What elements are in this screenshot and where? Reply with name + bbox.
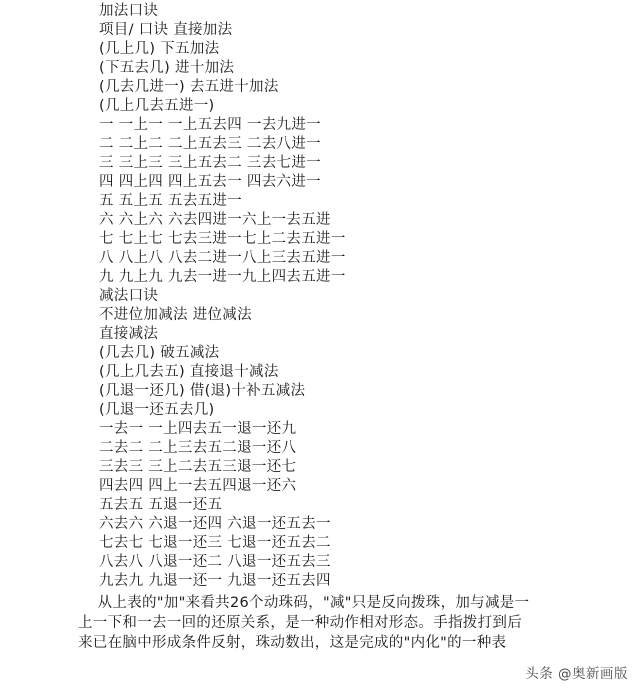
text-line: 五 五上五 五去五进一 (99, 193, 243, 209)
text-line: (几去几) 破五减法 (99, 345, 220, 361)
paragraph-line: 上一下和一去一回的还原关系，是一种动作相对形态。手指拨打到后 (78, 615, 522, 631)
abacus-rhyme-list (99, 2, 619, 591)
watermark: 头条 @奥新画版 (525, 666, 628, 682)
paragraph-line: 从上表的"加"来看共26个动珠码，"减"只是反向拨珠，加与减是一 (78, 595, 530, 611)
text-line: 一去一 一上四去五一退一还九 (99, 421, 297, 437)
text-line: 二去二 二上三去五二退一还八 (99, 440, 297, 456)
text-line: 二 二上二 二上五去三 二去八进一 (99, 136, 321, 152)
text-line: 项目/ 口诀 直接加法 (99, 22, 233, 38)
text-line: 三 三上三 三上五去二 三去七进一 (99, 155, 321, 171)
text-line: 七 七上七 七去三进一七上二去五进一 (99, 231, 346, 247)
text-line: 三去三 三上二去五三退一还七 (99, 459, 297, 475)
text-line: 九去九 九退一还一 九退一还五去四 (99, 573, 331, 589)
text-line: (几退一还五去几) (99, 402, 215, 418)
text-line: 一 一上一 一上五去四 一去九进一 (99, 117, 321, 133)
text-line: 直接减法 (99, 326, 159, 342)
text-line: 八 八上八 八去二进一八上三去五进一 (99, 250, 346, 266)
text-line: 六 六上六 六去四进一六上一去五进 (99, 212, 331, 228)
text-line: 七去七 七退一还三 七退一还五去二 (99, 535, 331, 551)
explanation-paragraph (78, 593, 633, 653)
text-line: 四 四上四 四上五去一 四去六进一 (99, 174, 321, 190)
text-line: (几上几) 下五加法 (99, 41, 220, 57)
text-line: 九 九上九 九去一进一九上四去五进一 (99, 269, 346, 285)
text-line: 八去八 八退一还二 八退一还五去三 (99, 554, 331, 570)
text-line: 六去六 六退一还四 六退一还五去一 (99, 516, 331, 532)
text-line: (几去几进一) 去五进十加法 (99, 79, 279, 95)
section-heading-subtraction: 减法口诀 (99, 288, 159, 304)
section-heading-addition: 加法口诀 (99, 3, 159, 19)
paragraph-line: 来已在脑中形成条件反射，珠动数出，这是完成的"内化"的一种表 (78, 635, 507, 651)
text-line: (几退一还几) 借(退)十补五减法 (99, 383, 306, 399)
text-line: 五去五 五退一还五 (99, 497, 223, 513)
text-line: 四去四 四上一去五四退一还六 (99, 478, 297, 494)
text-line: (下五去几) 进十加法 (99, 60, 235, 76)
text-line: (几上几去五) 直接退十减法 (99, 364, 279, 380)
text-line: (几上几去五进一) (99, 98, 215, 114)
text-line: 不进位加减法 进位减法 (99, 307, 252, 323)
